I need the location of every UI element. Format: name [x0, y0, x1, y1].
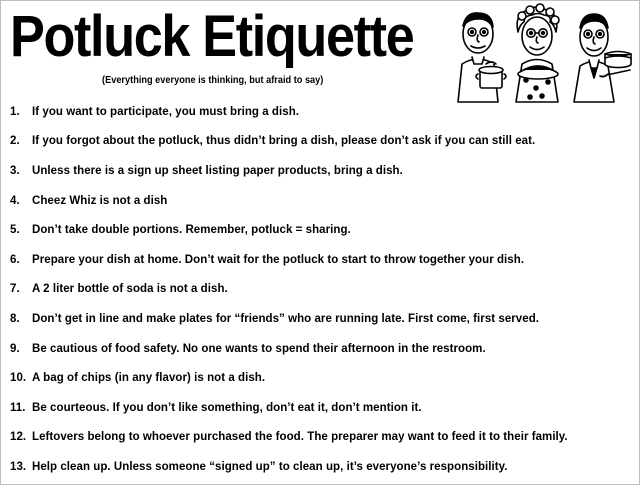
- rule-item-1: [10, 97, 632, 127]
- rule-number: 6.: [10, 253, 20, 266]
- rule-text: Don’t get in line and make plates for “friends” who are running late. First come, first served.: [32, 312, 540, 325]
- rule-item-13: [10, 452, 632, 482]
- rule-text: Leftovers belong to whoever purchased the food. The preparer may want to feed it to their family.: [32, 431, 568, 444]
- rule-item-7: [10, 275, 632, 305]
- three-cartoon-guests-with-dishes-icon: [452, 2, 634, 104]
- rule-number: 7.: [10, 283, 20, 296]
- rule-text: If you want to participate, you must bring a dish.: [32, 105, 300, 118]
- rule-text: Don’t take double portions. Remember, potluck = sharing.: [32, 224, 351, 237]
- rule-number: 9.: [10, 342, 20, 355]
- rule-text: Prepare your dish at home. Don’t wait for the potluck to start to throw together your dish.: [32, 253, 525, 266]
- rule-number: 3.: [10, 164, 20, 177]
- rule-item-4: [10, 186, 632, 216]
- rule-number: 10.: [10, 372, 27, 385]
- page-title: Potluck Etiquette: [10, 4, 414, 69]
- rule-number: 12.: [10, 431, 27, 444]
- rule-number: 5.: [10, 224, 20, 237]
- rule-text: A 2 liter bottle of soda is not a dish.: [32, 283, 228, 296]
- rule-item-5: [10, 215, 632, 245]
- rule-item-11: [10, 393, 632, 423]
- rule-item-3: [10, 156, 632, 186]
- rule-number: 8.: [10, 312, 20, 325]
- etiquette-rules-list: [10, 97, 632, 482]
- rule-number: 4.: [10, 194, 20, 207]
- rule-item-6: [10, 245, 632, 275]
- rule-text: Be courteous. If you don’t like something, don’t eat it, don’t mention it.: [32, 401, 422, 414]
- rule-item-12: [10, 423, 632, 453]
- rule-text: Help clean up. Unless someone “signed up” to clean up, it’s everyone’s responsibility.: [32, 460, 508, 473]
- rule-text: Cheez Whiz is not a dish: [32, 194, 168, 207]
- rule-number: 1.: [10, 105, 20, 118]
- rule-text: A bag of chips (in any flavor) is not a dish.: [32, 372, 266, 385]
- rule-number: 2.: [10, 135, 20, 148]
- rule-item-2: [10, 127, 632, 157]
- rule-text: Be cautious of food safety. No one wants to spend their afternoon in the restroom.: [32, 342, 486, 355]
- rule-text: Unless there is a sign up sheet listing paper products, bring a dish.: [32, 164, 403, 177]
- rule-item-10: [10, 363, 632, 393]
- rule-number: 11.: [10, 401, 26, 414]
- rule-item-9: [10, 334, 632, 364]
- rule-item-8: [10, 304, 632, 334]
- rule-number: 13.: [10, 460, 27, 473]
- page-subtitle: (Everything everyone is thinking, but afraid to say): [102, 75, 324, 86]
- rule-text: If you forgot about the potluck, thus didn’t bring a dish, please don’t ask if you can still eat.: [32, 135, 536, 148]
